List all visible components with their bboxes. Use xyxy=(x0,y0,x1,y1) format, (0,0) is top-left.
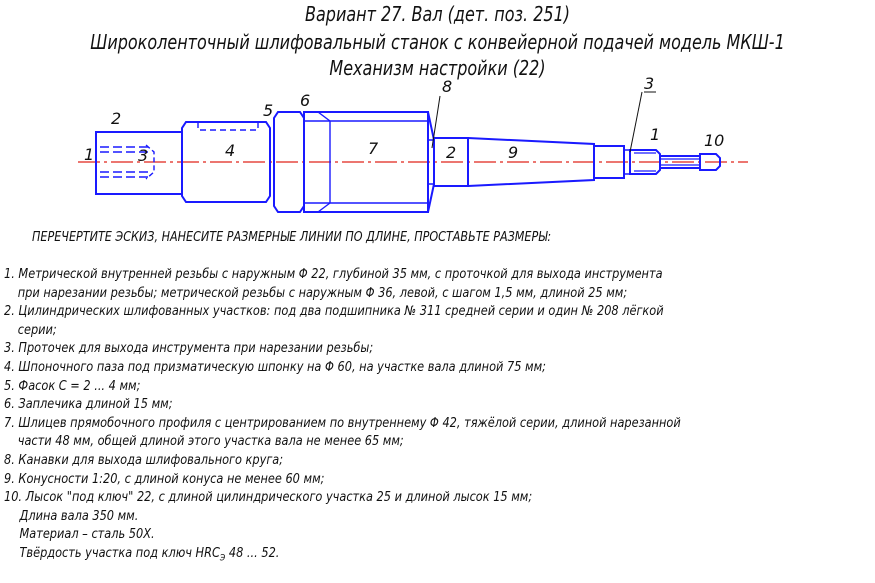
list-item xyxy=(4,452,864,471)
list-item-text: 10. Лысок "под ключ" 22, с длиной цилиндрического участка 25 и длиной лысок 15 мм; xyxy=(4,490,533,506)
label-3-left: 3 xyxy=(138,146,149,165)
title-machine: Широколенточный шлифовальный станок с конвейерной подачей модель МКШ-1 xyxy=(90,30,785,54)
list-item-text: 5. Фасок С = 2 ... 4 мм; xyxy=(4,378,141,394)
list-item-text: 8. Канавки для выхода шлифовального круга; xyxy=(4,452,284,468)
label-2-mid: 2 xyxy=(446,143,457,162)
list-item-text: 2. Цилиндрических шлифованных участков: под два подшипника № 311 средней серии и один № 208 лёгкой xyxy=(4,304,664,320)
note-shaft-length: Длина вала 350 мм. xyxy=(19,508,139,524)
requirements-list xyxy=(4,266,864,568)
list-item xyxy=(4,340,864,359)
label-8: 8 xyxy=(442,77,453,96)
keyway xyxy=(198,122,258,130)
label-1-right: 1 xyxy=(650,125,661,144)
list-item xyxy=(4,396,864,415)
list-item-continuation: при нарезании резьбы; метрической резьбы с наружным Φ 36, левой, с шагом 1,5 мм, длиной 25 мм; xyxy=(17,285,628,301)
label-2-left: 2 xyxy=(111,109,122,128)
title-mechanism: Механизм настройки (22) xyxy=(329,56,546,80)
leader-lines xyxy=(432,92,656,152)
list-item-continuation: серии; xyxy=(17,322,57,338)
list-item-text: 7. Шлицев прямобочного профиля с центрированием по внутреннему Φ 42, тяжёлой серии, длиной нарезанной xyxy=(4,415,681,431)
list-item-text: 9. Конусности 1:20, с длиной конуса не менее 60 мм; xyxy=(4,471,325,487)
label-1-left: 1 xyxy=(84,145,95,164)
list-item xyxy=(4,266,864,303)
list-item xyxy=(4,378,864,397)
list-item-text: 3. Проточек для выхода инструмента при нарезании резьбы; xyxy=(4,341,374,357)
list-item xyxy=(4,415,864,452)
list-item xyxy=(4,489,864,508)
label-3-right: 3 xyxy=(644,74,655,93)
list-item xyxy=(4,471,864,490)
label-4: 4 xyxy=(225,141,236,160)
list-item xyxy=(4,303,864,340)
label-9: 9 xyxy=(508,143,519,162)
list-item xyxy=(4,359,864,378)
list-item-text: 4. Шпоночного паза под призматическую шпонку на Φ 60, на участке вала длиной 75 мм; xyxy=(4,359,546,375)
list-item-text: 1. Метрической внутренней резьбы с наружным Φ 22, глубиной 35 мм, с проточкой для выхода инструмента xyxy=(4,267,663,282)
list-item-text: 6. Заплечика длиной 15 мм; xyxy=(4,397,173,413)
note-material: Материал – сталь 50Х. xyxy=(19,527,155,543)
title-variant: Вариант 27. Вал (дет. поз. 251) xyxy=(305,2,570,26)
instruction-text: ПЕРЕЧЕРТИТЕ ЭСКИЗ, НАНЕСИТЕ РАЗМЕРНЫЕ ЛИНИИ ПО ДЛИНЕ, ПРОСТАВЬТЕ РАЗМЕРЫ: xyxy=(32,230,552,245)
label-10: 10 xyxy=(704,131,725,150)
shaft-sketch xyxy=(0,0,875,230)
hardness-prefix: Твёрдость участка под ключ HRC xyxy=(19,545,220,561)
list-item-continuation: части 48 мм, общей длиной этого участка вала не менее 65 мм; xyxy=(17,434,404,450)
hardness-suffix: 48 ... 52. xyxy=(225,545,280,561)
label-6: 6 xyxy=(300,91,311,110)
note-hardness xyxy=(4,545,864,568)
hardness-subscript: Э xyxy=(219,553,226,564)
label-7: 7 xyxy=(368,139,379,158)
label-5: 5 xyxy=(263,101,274,120)
